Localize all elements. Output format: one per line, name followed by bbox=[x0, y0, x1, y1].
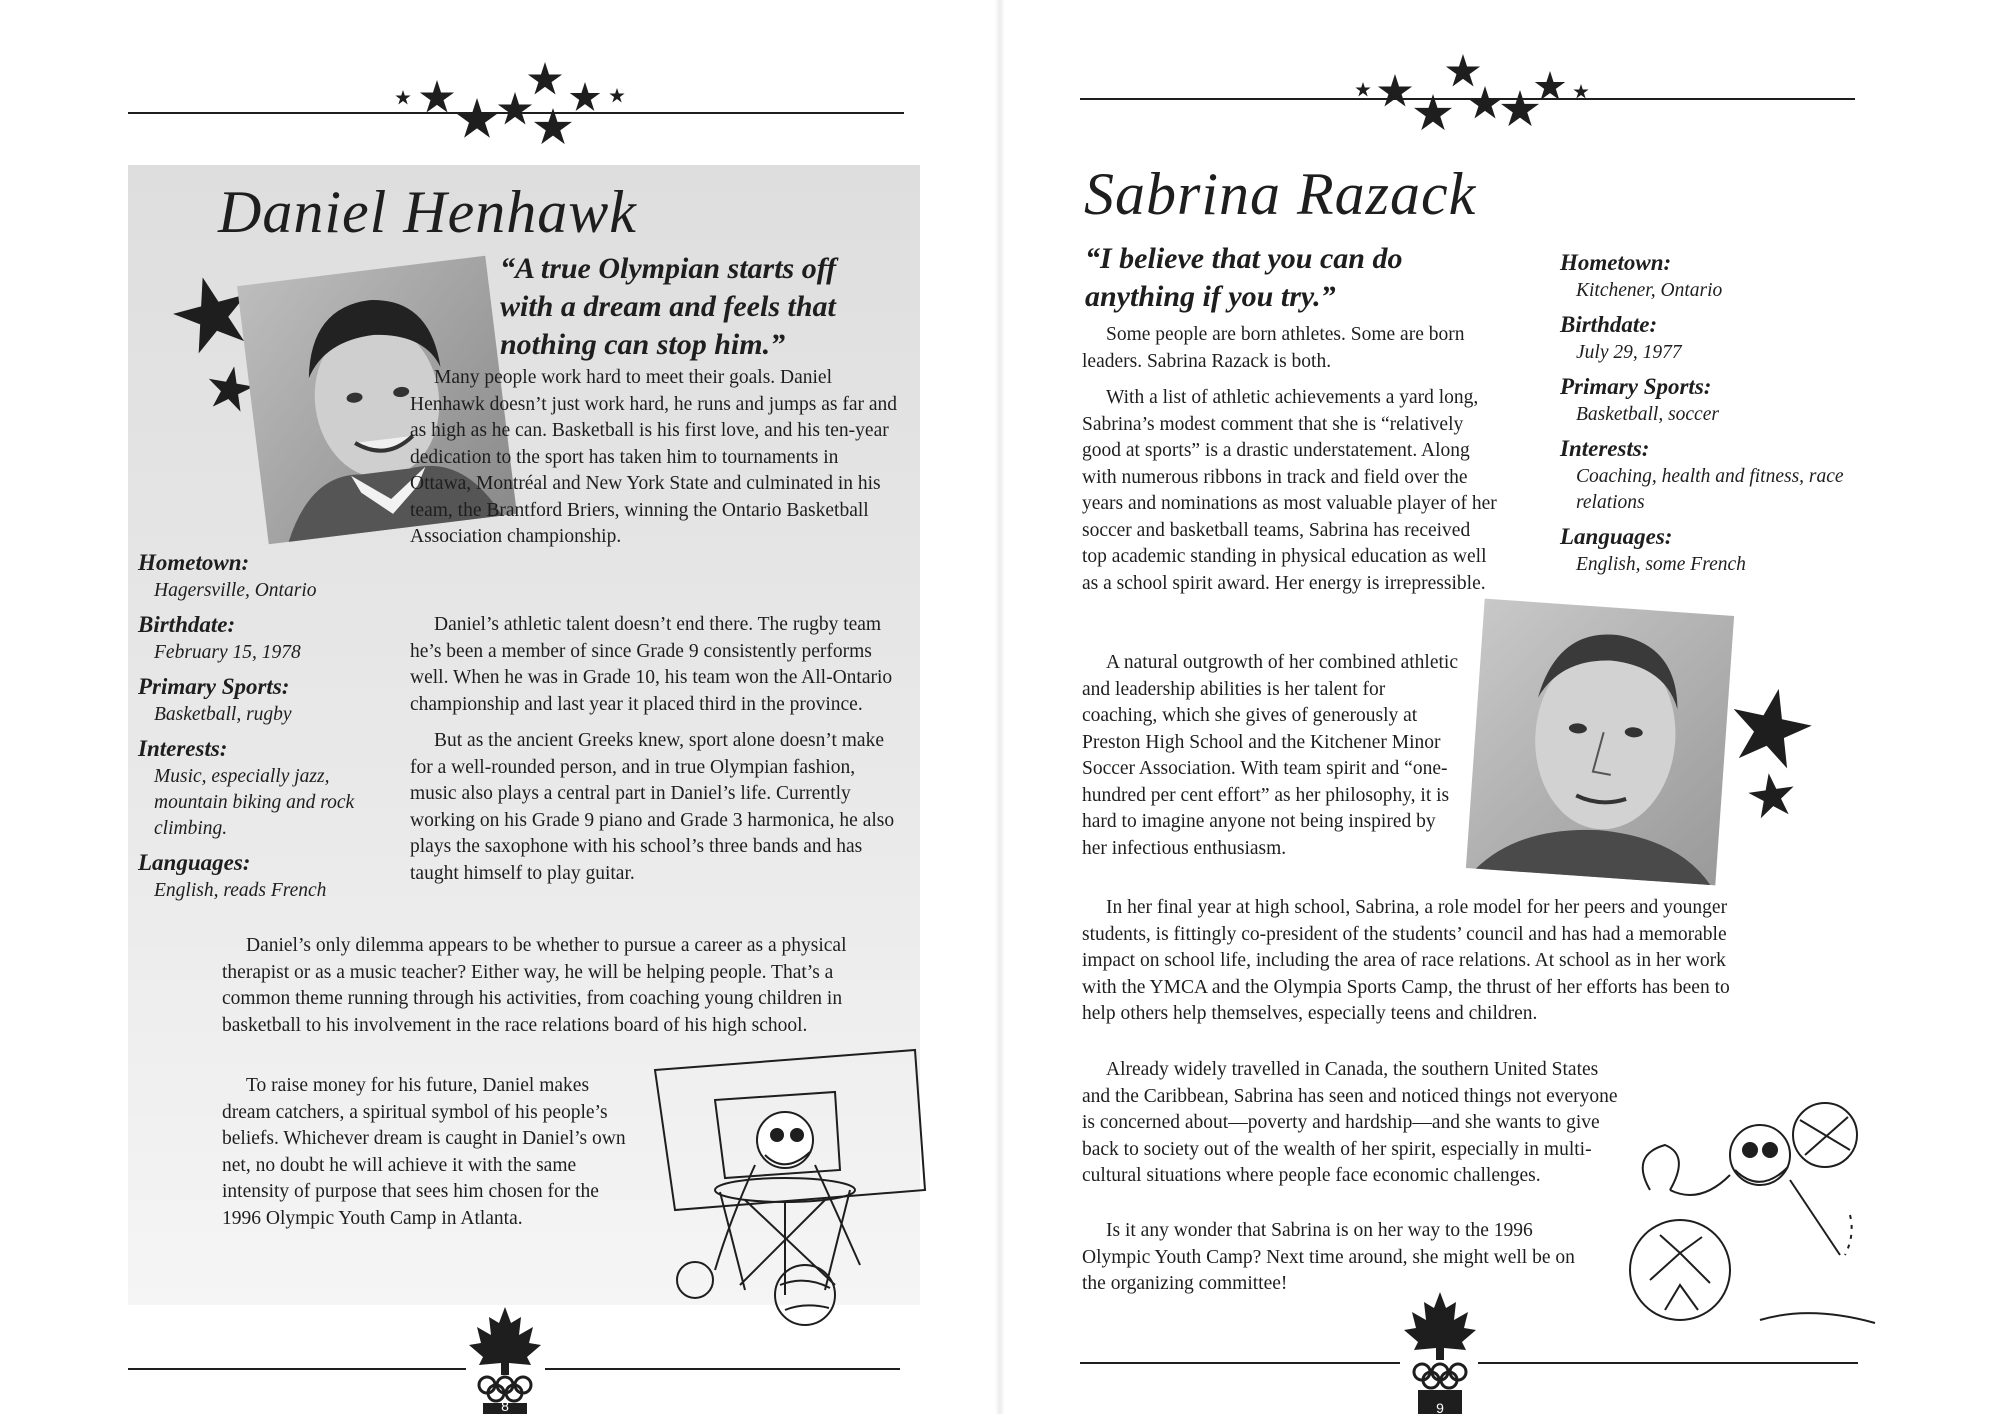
article-body-closing bbox=[1082, 1218, 1582, 1308]
bottom-rule-left bbox=[128, 1368, 466, 1370]
canadian-olympic-leaf-icon bbox=[1400, 1290, 1480, 1414]
paragraph: Some people are born athletes. Some are born leaders. Sabrina Razack is both. bbox=[1082, 324, 1465, 372]
article-body-lower bbox=[1082, 1057, 1622, 1200]
left-page bbox=[0, 0, 1000, 1414]
fact-label-sports: Primary Sports: bbox=[1560, 374, 1712, 399]
article-body-bottom bbox=[222, 933, 902, 1049]
paragraph: Daniel’s athletic talent doesn’t end there. The rugby team he’s been a member of since Grade 9 consistently performs well. When he was in Grade 10, his team won the All-Ontario championship and last year it placed third in the province. bbox=[410, 614, 893, 715]
fact-value-birthdate: July 29, 1977 bbox=[1576, 342, 1682, 363]
pull-quote: “A true Olympian starts off with a dream and feels that nothing can stop him.” bbox=[500, 252, 837, 361]
fact-value-hometown: Kitchener, Ontario bbox=[1576, 280, 1723, 301]
star-decoration-icon bbox=[1720, 685, 1820, 825]
article-body-bottom bbox=[1082, 895, 1732, 1038]
fact-box bbox=[1560, 248, 1860, 584]
fact-label-languages: Languages: bbox=[138, 850, 251, 875]
cartoon-mascot-icon bbox=[1610, 1095, 1880, 1335]
paragraph: Daniel’s only dilemma appears to be whether to pursue a career as a physical therapist or as a music teacher? Either way, he will be helping people. That’s a common theme running through his activities, from coaching young children in basketball to his involvement in the race relations board of his high school. bbox=[222, 935, 847, 1036]
fact-box bbox=[138, 548, 388, 910]
page-number: 9 bbox=[1436, 1400, 1444, 1416]
paragraph: In her final year at high school, Sabrina, a role model for her peers and younger students, is fittingly co-president of the students’ council and has had a memorable impact on school life, including the area of race relations. At school as in her work with the YMCA and the Olympia Sports Camp, the thrust of her efforts has been to help others help themselves, especially teens and children. bbox=[1082, 897, 1730, 1024]
fact-value-birthdate: February 15, 1978 bbox=[154, 642, 301, 663]
paragraph: With a list of athletic achievements a yard long, Sabrina’s modest comment that she is “relatively good at sports” is a drastic understatement. Along with numerous ribbons in track and field over the years and nominations as most valuable player of her soccer and basketball teams, Sabrina has received top academic standing in physical education as well as a school spirit award. Her energy is irrepressible. bbox=[1082, 387, 1497, 594]
fact-label-interests: Interests: bbox=[138, 736, 228, 761]
page-title: Sabrina Razack bbox=[1084, 161, 1477, 227]
fact-label-birthdate: Birthdate: bbox=[1560, 312, 1658, 337]
article-body-middle bbox=[410, 612, 900, 897]
fact-value-sports: Basketball, rugby bbox=[154, 704, 292, 725]
fact-value-sports: Basketball, soccer bbox=[1576, 404, 1719, 425]
fact-value-languages: English, some French bbox=[1576, 554, 1746, 575]
bottom-rule-right bbox=[1478, 1362, 1858, 1364]
fact-value-languages: English, reads French bbox=[154, 880, 327, 901]
fact-value-interests: Music, especially jazz, mountain biking and rock climbing. bbox=[154, 766, 355, 839]
article-body-middle bbox=[1082, 650, 1462, 872]
fact-label-sports: Primary Sports: bbox=[138, 674, 290, 699]
star-cluster-icon bbox=[385, 58, 635, 153]
fact-label-interests: Interests: bbox=[1560, 436, 1650, 461]
paragraph: But as the ancient Greeks knew, sport alone doesn’t make for a well-rounded person, and in true Olympian fashion, music also plays a central part in Daniel’s life. Currently working on his Grade 9 piano and Grade 3 harmonica, he also plays the saxophone with his school’s three bands and has taught himself to play guitar. bbox=[410, 730, 895, 884]
pull-quote: “I believe that you can do anything if you try.” bbox=[1085, 242, 1403, 313]
paragraph: Is it any wonder that Sabrina is on her way to the 1996 Olympic Youth Camp? Next time around, she might well be on the organizing committee! bbox=[1082, 1220, 1575, 1294]
portrait-photo bbox=[1455, 592, 1745, 892]
paragraph: Already widely travelled in Canada, the southern United States and the Caribbean, Sabrina has seen and noticed things not everyone is concerned about—poverty and hardship—and she wants to give back to society out of the wealth of her spirit, especially in multi-cultural situations where people face economic challenges. bbox=[1082, 1059, 1618, 1186]
page-title: Daniel Henhawk bbox=[218, 179, 637, 245]
fact-value-hometown: Hagersville, Ontario bbox=[154, 580, 317, 601]
bottom-rule-left bbox=[1080, 1362, 1400, 1364]
article-body-top bbox=[1082, 322, 1497, 607]
paragraph: To raise money for his future, Daniel makes dream catchers, a spiritual symbol of his people’s beliefs. Whichever dream is caught in Daniel’s own net, no doubt he will achieve it with the same intensity of purpose that sees him chosen for the 1996 Olympic Youth Camp in Atlanta. bbox=[222, 1075, 626, 1229]
fact-label-languages: Languages: bbox=[1560, 524, 1673, 549]
paragraph: Many people work hard to meet their goals. Daniel Henhawk doesn’t just work hard, he runs and jumps as far and as high as he can. Basketball is his first love, and his ten-year dedication to the sport has taken him to tournaments in Ottawa, Montréal and New York State and culminated in his team, the Brantford Briers, winning the Ontario Basketball Association championship. bbox=[410, 367, 898, 547]
right-page bbox=[1000, 0, 2000, 1414]
article-body-closing bbox=[222, 1073, 627, 1242]
fact-label-hometown: Hometown: bbox=[138, 550, 250, 575]
article-body-top bbox=[410, 365, 900, 561]
fact-label-birthdate: Birthdate: bbox=[138, 612, 236, 637]
star-cluster-icon bbox=[1345, 52, 1595, 147]
bottom-rule-right bbox=[545, 1368, 900, 1370]
paragraph: A natural outgrowth of her combined athletic and leadership abilities is her talent for coaching, which she gives of generously at Preston High School and the Kitchener Minor Soccer Association. With team spirit and “one-hundred per cent effort” as her philosophy, it is hard to imagine anyone not being inspired by her infectious enthusiasm. bbox=[1082, 652, 1458, 859]
cartoon-mascot-icon bbox=[635, 1040, 940, 1330]
fact-value-interests: Coaching, health and fitness, race relations bbox=[1576, 466, 1844, 513]
page-number: 8 bbox=[501, 1398, 509, 1414]
fact-label-hometown: Hometown: bbox=[1560, 250, 1672, 275]
